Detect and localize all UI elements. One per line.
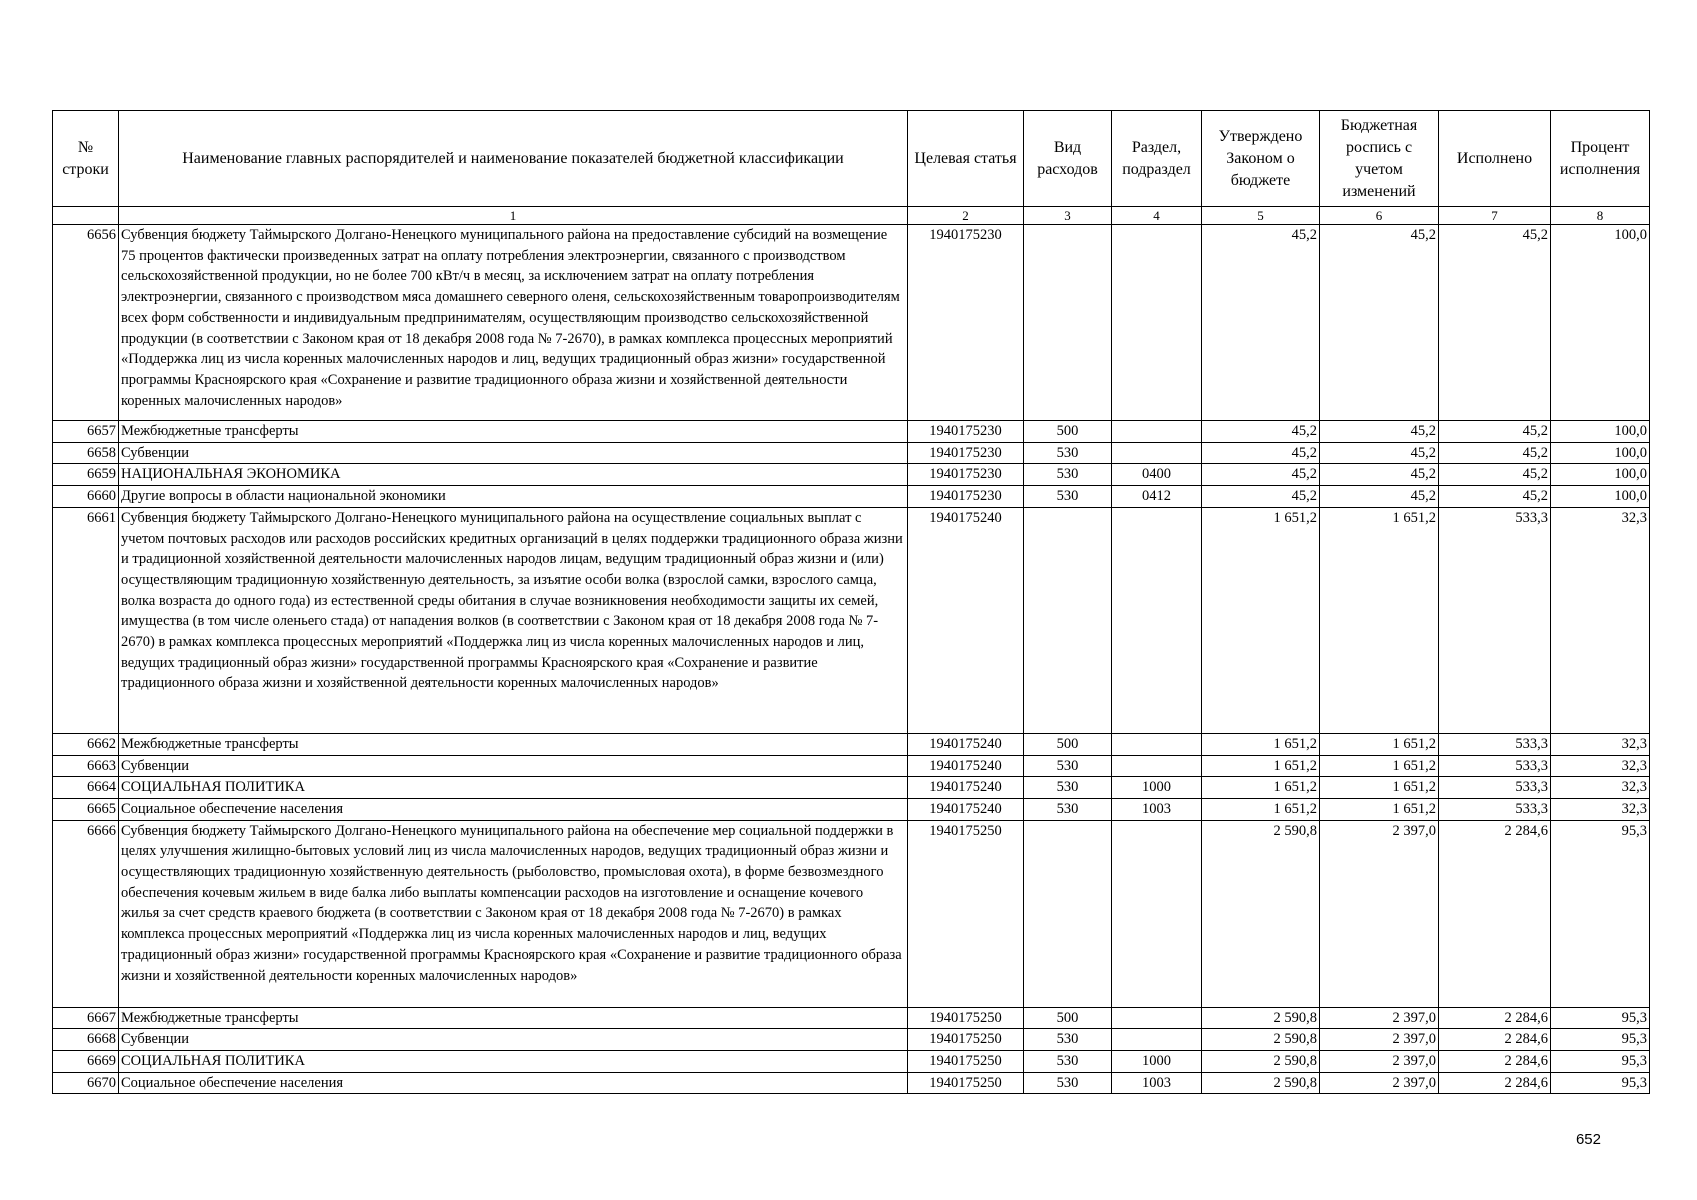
row-executed: 2 284,6 [1439,1007,1551,1029]
row-percent: 100,0 [1551,442,1650,464]
row-section: 1000 [1112,1051,1202,1073]
row-approved: 1 651,2 [1202,777,1320,799]
row-executed: 533,3 [1439,777,1551,799]
table-row [53,225,1650,421]
row-approved: 2 590,8 [1202,820,1320,1007]
row-target-article: 1940175240 [908,798,1024,820]
row-approved: 45,2 [1202,442,1320,464]
row-section: 0400 [1112,464,1202,486]
row-expense-type: 530 [1024,1051,1112,1073]
row-percent: 32,3 [1551,507,1650,733]
column-number: 1 [119,207,908,225]
row-executed: 533,3 [1439,755,1551,777]
row-executed: 45,2 [1439,486,1551,508]
row-percent: 100,0 [1551,486,1650,508]
row-target-article: 1940175230 [908,225,1024,421]
row-number: 6664 [53,777,119,799]
table-row [53,1007,1650,1029]
row-expense-type [1024,507,1112,733]
row-target-article: 1940175230 [908,421,1024,443]
table-row [53,755,1650,777]
column-number: 6 [1320,207,1439,225]
header-executed: Исполнено [1439,111,1551,207]
row-section [1112,820,1202,1007]
row-name: СОЦИАЛЬНАЯ ПОЛИТИКА [119,1051,908,1073]
row-budget-schedule: 45,2 [1320,225,1439,421]
table-body [53,225,1650,1094]
header-section: Раздел, подраздел [1112,111,1202,207]
row-budget-schedule: 1 651,2 [1320,507,1439,733]
row-expense-type: 530 [1024,755,1112,777]
table-row [53,1072,1650,1094]
row-percent: 95,3 [1551,1029,1650,1051]
row-name: Субвенция бюджету Таймырского Долгано-Ненецкого муниципального района на предоставление субсидий на возмещение 75 процентов фактически произведенных затрат на оплату потребления электроэнергии, связанного с производством сельскохозяйственной продукции, но не более 700 кВт/ч в месяц, за исключением затрат на оплату потребления электроэнергии, связанного с производством мяса домашнего северного оленя, сельскохозяйственным товаропроизводителям всех форм собственности и индивидуальным предпринимателям, осуществляющим производство сельскохозяйственной продукции (в соответствии с Законом края от 18 декабря 2008 года № 7-2670), в рамках комплекса процессных мероприятий «Поддержка лиц из числа коренных малочисленных народов и лиц, ведущих традиционный образ жизни» государственной программы Красноярского края «Сохранение и развитие традиционного образа жизни и хозяйственной деятельности коренных малочисленных народов» [119,225,908,421]
row-name: НАЦИОНАЛЬНАЯ ЭКОНОМИКА [119,464,908,486]
row-name: СОЦИАЛЬНАЯ ПОЛИТИКА [119,777,908,799]
row-target-article: 1940175250 [908,1051,1024,1073]
row-percent: 95,3 [1551,1072,1650,1094]
row-expense-type [1024,225,1112,421]
row-name: Межбюджетные трансферты [119,421,908,443]
budget-execution-table [52,110,1650,1094]
row-approved: 2 590,8 [1202,1051,1320,1073]
row-target-article: 1940175250 [908,820,1024,1007]
row-expense-type: 530 [1024,777,1112,799]
row-expense-type: 500 [1024,421,1112,443]
row-approved: 1 651,2 [1202,798,1320,820]
column-number: 7 [1439,207,1551,225]
row-expense-type: 500 [1024,733,1112,755]
header-budget-schedule: Бюджетная роспись с учетом изменений [1320,111,1439,207]
row-name: Субвенции [119,755,908,777]
column-number: 4 [1112,207,1202,225]
row-section [1112,1007,1202,1029]
row-number: 6665 [53,798,119,820]
column-number: 3 [1024,207,1112,225]
table-row [53,820,1650,1007]
row-expense-type [1024,820,1112,1007]
row-percent: 100,0 [1551,464,1650,486]
row-executed: 45,2 [1439,442,1551,464]
row-number: 6660 [53,486,119,508]
row-target-article: 1940175240 [908,507,1024,733]
row-budget-schedule: 1 651,2 [1320,777,1439,799]
row-percent: 100,0 [1551,225,1650,421]
row-approved: 1 651,2 [1202,507,1320,733]
row-number: 6656 [53,225,119,421]
row-percent: 32,3 [1551,733,1650,755]
row-executed: 45,2 [1439,464,1551,486]
row-target-article: 1940175230 [908,442,1024,464]
table-row [53,798,1650,820]
row-expense-type: 530 [1024,1072,1112,1094]
row-expense-type: 500 [1024,1007,1112,1029]
row-target-article: 1940175230 [908,464,1024,486]
row-number: 6670 [53,1072,119,1094]
row-number: 6657 [53,421,119,443]
column-number: 2 [908,207,1024,225]
row-number: 6663 [53,755,119,777]
row-name: Субвенция бюджету Таймырского Долгано-Ненецкого муниципального района на осуществление социальных выплат с учетом почтовых расходов или расходов российских кредитных организаций в целях поддержки традиционного образа жизни и традиционной хозяйственной деятельности малочисленных народов лицам, ведущим традиционный образ жизни и (или) осуществляющим традиционную хозяйственную деятельность, за изъятие особи волка (взрослой самки, взрослого самца, волка возраста до одного года) из естественной среды обитания в случае возникновения необходимости защиты их семей, имущества (в том числе оленьего стада) от нападения волков (в соответствии с Законом края от 18 декабря 2008 года № 7-2670) в рамках комплекса процессных мероприятий «Поддержка лиц из числа коренных малочисленных народов и лиц, ведущих традиционный образ жизни» государственной программы Красноярского края «Сохранение и развитие традиционного образа жизни и хозяйственной деятельности коренных малочисленных народов» [119,507,908,733]
row-executed: 2 284,6 [1439,1029,1551,1051]
row-name: Субвенция бюджету Таймырского Долгано-Ненецкого муниципального района на обеспечение мер социальной поддержки в целях улучшения жилищно-бытовых условий лиц из числа малочисленных народов, ведущих традиционный образ жизни и осуществляющих традиционную хозяйственную деятельность (рыболовство, промысловая охота), в форме безвозмездного обеспечения кочевым жильем в виде балка либо выплаты компенсации расходов на изготовление и оснащение кочевого жилья за счет средств краевого бюджета (в соответствии с Законом края от 18 декабря 2008 года № 7-2670) в рамках комплекса процессных мероприятий «Поддержка лиц из числа коренных малочисленных народов и лиц, ведущих традиционный образ жизни» государственной программы Красноярского края «Сохранение и развитие традиционного образа жизни и хозяйственной деятельности коренных малочисленных народов» [119,820,908,1007]
row-percent: 32,3 [1551,777,1650,799]
row-approved: 45,2 [1202,464,1320,486]
row-section [1112,421,1202,443]
row-executed: 533,3 [1439,733,1551,755]
row-number: 6662 [53,733,119,755]
row-budget-schedule: 1 651,2 [1320,733,1439,755]
row-budget-schedule: 45,2 [1320,464,1439,486]
row-percent: 95,3 [1551,1051,1650,1073]
row-approved: 1 651,2 [1202,733,1320,755]
row-expense-type: 530 [1024,442,1112,464]
row-number: 6668 [53,1029,119,1051]
table-header [53,111,1650,225]
header-row-no: № строки [53,111,119,207]
table-row [53,507,1650,733]
row-section: 1003 [1112,1072,1202,1094]
row-name: Субвенции [119,442,908,464]
row-approved: 2 590,8 [1202,1007,1320,1029]
row-number: 6659 [53,464,119,486]
row-target-article: 1940175250 [908,1029,1024,1051]
row-executed: 533,3 [1439,798,1551,820]
row-target-article: 1940175250 [908,1007,1024,1029]
row-number: 6666 [53,820,119,1007]
row-expense-type: 530 [1024,1029,1112,1051]
row-executed: 45,2 [1439,421,1551,443]
row-expense-type: 530 [1024,486,1112,508]
row-section [1112,507,1202,733]
row-executed: 45,2 [1439,225,1551,421]
table-row [53,777,1650,799]
row-budget-schedule: 2 397,0 [1320,1007,1439,1029]
row-number: 6667 [53,1007,119,1029]
row-section: 0412 [1112,486,1202,508]
row-name: Социальное обеспечение населения [119,798,908,820]
row-approved: 2 590,8 [1202,1029,1320,1051]
row-approved: 45,2 [1202,486,1320,508]
row-expense-type: 530 [1024,464,1112,486]
row-number: 6661 [53,507,119,733]
row-name: Межбюджетные трансферты [119,733,908,755]
row-percent: 95,3 [1551,820,1650,1007]
row-number: 6658 [53,442,119,464]
row-budget-schedule: 2 397,0 [1320,1051,1439,1073]
row-section [1112,442,1202,464]
header-target-article: Целевая статья [908,111,1024,207]
header-percent: Процент исполнения [1551,111,1650,207]
row-approved: 1 651,2 [1202,755,1320,777]
table-row [53,464,1650,486]
header-approved: Утверждено Законом о бюджете [1202,111,1320,207]
row-budget-schedule: 1 651,2 [1320,755,1439,777]
row-executed: 2 284,6 [1439,820,1551,1007]
row-name: Социальное обеспечение населения [119,1072,908,1094]
row-target-article: 1940175240 [908,777,1024,799]
row-executed: 533,3 [1439,507,1551,733]
row-target-article: 1940175230 [908,486,1024,508]
row-number: 6669 [53,1051,119,1073]
row-section: 1003 [1112,798,1202,820]
table-row [53,421,1650,443]
row-budget-schedule: 2 397,0 [1320,1029,1439,1051]
column-number: 5 [1202,207,1320,225]
header-name: Наименование главных распорядителей и наименование показателей бюджетной классификации [119,111,908,207]
row-name: Субвенции [119,1029,908,1051]
row-section [1112,225,1202,421]
row-section [1112,755,1202,777]
column-number [53,207,119,225]
table-row [53,486,1650,508]
row-budget-schedule: 2 397,0 [1320,1072,1439,1094]
row-executed: 2 284,6 [1439,1051,1551,1073]
row-target-article: 1940175240 [908,755,1024,777]
row-target-article: 1940175250 [908,1072,1024,1094]
row-approved: 2 590,8 [1202,1072,1320,1094]
row-target-article: 1940175240 [908,733,1024,755]
row-approved: 45,2 [1202,225,1320,421]
header-row [53,111,1650,207]
column-number: 8 [1551,207,1650,225]
column-numbers-row [53,207,1650,225]
header-expense-type: Вид расходов [1024,111,1112,207]
row-budget-schedule: 1 651,2 [1320,798,1439,820]
row-percent: 95,3 [1551,1007,1650,1029]
row-section: 1000 [1112,777,1202,799]
row-budget-schedule: 45,2 [1320,421,1439,443]
row-executed: 2 284,6 [1439,1072,1551,1094]
row-expense-type: 530 [1024,798,1112,820]
row-budget-schedule: 45,2 [1320,486,1439,508]
row-percent: 100,0 [1551,421,1650,443]
row-name: Межбюджетные трансферты [119,1007,908,1029]
row-section [1112,1029,1202,1051]
row-percent: 32,3 [1551,798,1650,820]
page-number: 652 [1575,1131,1601,1148]
row-name: Другие вопросы в области национальной экономики [119,486,908,508]
row-budget-schedule: 2 397,0 [1320,820,1439,1007]
table-row [53,1051,1650,1073]
table-row [53,733,1650,755]
row-budget-schedule: 45,2 [1320,442,1439,464]
table-row [53,1029,1650,1051]
row-section [1112,733,1202,755]
table-row [53,442,1650,464]
row-approved: 45,2 [1202,421,1320,443]
row-percent: 32,3 [1551,755,1650,777]
